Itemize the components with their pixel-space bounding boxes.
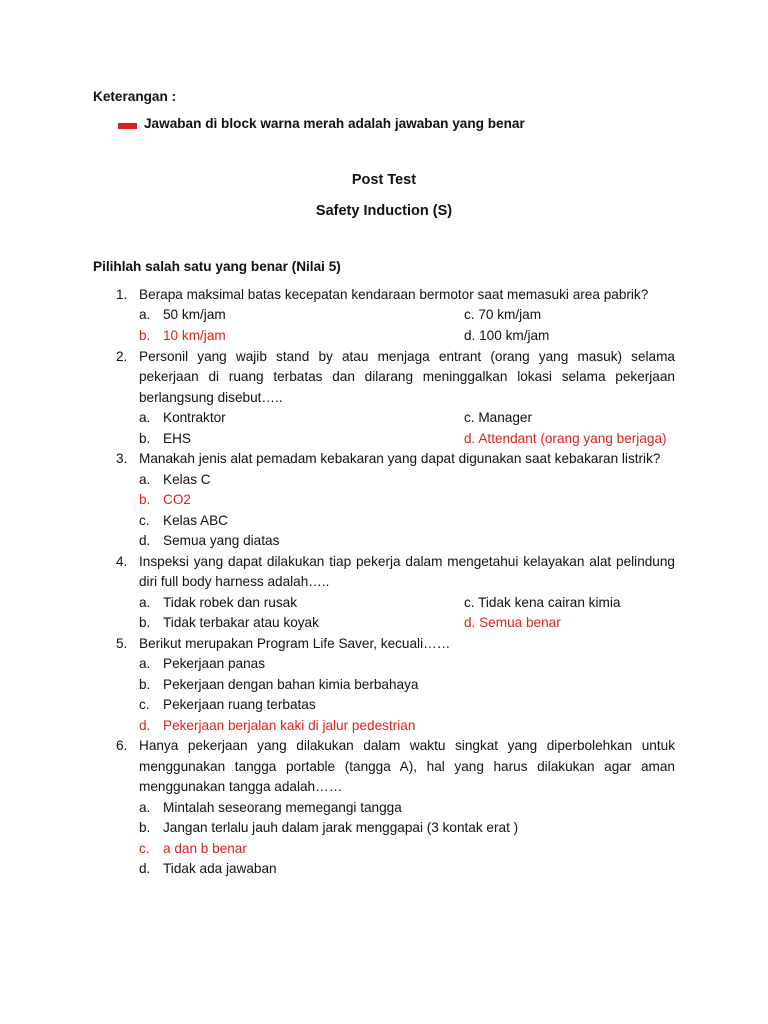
option-letter: c. bbox=[139, 513, 150, 528]
option-letter: a. bbox=[139, 307, 151, 322]
option-b-correct: CO2 bbox=[163, 492, 191, 507]
question-text: menggunakan tangga adalah…… bbox=[139, 779, 343, 794]
option-letter: b. bbox=[139, 328, 151, 343]
option-b-correct: 10 km/jam bbox=[163, 328, 226, 343]
option-b: Jangan terlalu jauh dalam jarak menggapai (3 kontak erat ) bbox=[163, 820, 519, 835]
red-legend-swatch bbox=[118, 123, 137, 129]
option-a: Mintalah seseorang memegangi tangga bbox=[163, 800, 402, 815]
question-text: Inspeksi yang dapat dilakukan tiap pekerja dalam mengetahui kelayakan alat pelindung bbox=[139, 554, 675, 569]
question-number: 5. bbox=[116, 636, 128, 651]
option-c: c. Tidak kena cairan kimia bbox=[464, 595, 621, 610]
question-text: diri full body harness adalah….. bbox=[139, 574, 330, 589]
option-d: Tidak ada jawaban bbox=[163, 861, 277, 876]
option-c-correct: a dan b benar bbox=[163, 841, 247, 856]
question-number: 4. bbox=[116, 554, 128, 569]
question-text: menggunakan tangga portable (tangga A), hal yang harus dilakukan agar aman bbox=[139, 759, 675, 774]
option-c: c. 70 km/jam bbox=[464, 307, 542, 322]
option-letter: d. bbox=[139, 533, 151, 548]
option-letter: c. bbox=[139, 841, 150, 856]
option-letter: b. bbox=[139, 820, 151, 835]
question-number: 3. bbox=[116, 451, 128, 466]
option-c: Pekerjaan ruang terbatas bbox=[163, 697, 316, 712]
option-d-correct: Pekerjaan berjalan kaki di jalur pedestrian bbox=[163, 718, 416, 733]
option-letter: a. bbox=[139, 410, 151, 425]
option-b: EHS bbox=[163, 431, 191, 446]
option-letter: c. bbox=[139, 697, 150, 712]
question-text: Personil yang wajib stand by atau menjaga entrant (orang yang masuk) selama bbox=[139, 349, 675, 364]
option-letter: a. bbox=[139, 472, 151, 487]
option-d: Semua yang diatas bbox=[163, 533, 280, 548]
option-c: c. Manager bbox=[464, 410, 533, 425]
option-b: Tidak terbakar atau koyak bbox=[163, 615, 319, 630]
option-c: Kelas ABC bbox=[163, 513, 228, 528]
question-text: Berapa maksimal batas kecepatan kendaraan bermotor saat memasuki area pabrik? bbox=[139, 287, 649, 302]
question-text: pekerjaan di ruang terbatas dan dilarang meninggalkan lokasi selama pekerjaan bbox=[139, 369, 675, 384]
option-letter: b. bbox=[139, 615, 151, 630]
option-d: d. 100 km/jam bbox=[464, 328, 550, 343]
question-text: Berikut merupakan Program Life Saver, kecuali…… bbox=[139, 636, 451, 651]
option-letter: a. bbox=[139, 656, 151, 671]
option-letter: d. bbox=[139, 718, 151, 733]
question-number: 6. bbox=[116, 738, 128, 753]
option-letter: a. bbox=[139, 800, 151, 815]
option-a: Kelas C bbox=[163, 472, 211, 487]
instruction: Pilihlah salah satu yang benar (Nilai 5) bbox=[93, 259, 341, 274]
note-label: Keterangan : bbox=[93, 89, 177, 104]
option-a: Tidak robek dan rusak bbox=[163, 595, 297, 610]
question-number: 1. bbox=[116, 287, 128, 302]
page-subtitle: Safety Induction (S) bbox=[315, 203, 453, 219]
question-text: Hanya pekerjaan yang dilakukan dalam waktu singkat yang diperbolehkan untuk bbox=[139, 738, 675, 753]
option-a: Kontraktor bbox=[163, 410, 226, 425]
question-text: berlangsung disebut….. bbox=[139, 390, 283, 405]
page-title: Post Test bbox=[351, 172, 417, 188]
option-d-correct: d. Semua benar bbox=[464, 615, 561, 630]
option-letter: b. bbox=[139, 492, 151, 507]
option-d-correct: d. Attendant (orang yang berjaga) bbox=[464, 431, 667, 446]
question-number: 2. bbox=[116, 349, 128, 364]
option-letter: d. bbox=[139, 861, 151, 876]
option-b: Pekerjaan dengan bahan kimia berbahaya bbox=[163, 677, 419, 692]
option-letter: b. bbox=[139, 677, 151, 692]
legend-text: Jawaban di block warna merah adalah jawaban yang benar bbox=[144, 116, 525, 131]
question-text: Manakah jenis alat pemadam kebakaran yang dapat digunakan saat kebakaran listrik? bbox=[139, 451, 661, 466]
option-letter: b. bbox=[139, 431, 151, 446]
option-letter: a. bbox=[139, 595, 151, 610]
option-a: 50 km/jam bbox=[163, 307, 226, 322]
option-a: Pekerjaan panas bbox=[163, 656, 266, 671]
